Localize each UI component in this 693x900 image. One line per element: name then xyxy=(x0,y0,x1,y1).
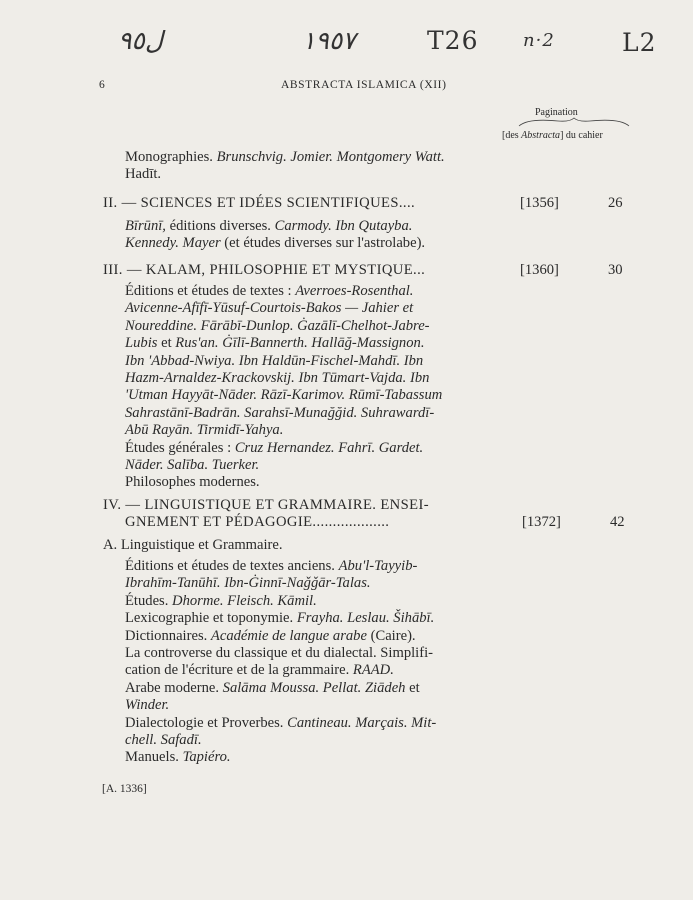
handwritten-note-year: ١٩٥٧ xyxy=(302,26,356,55)
handwritten-note-a: ل٩٥ xyxy=(118,26,164,55)
section-iv-subheading: A. Linguistique et Grammaire. xyxy=(103,537,283,553)
handwritten-note-t26: T26 xyxy=(427,26,479,55)
section-iv-title-line2: GNEMENT ET PÉDAGOGIE................... xyxy=(125,514,390,530)
section-ii-body: Bīrūnī, éditions diverses. Carmody. Ibn Qutayba. Kennedy. Mayer (et études diverses sur l'astrolabe). xyxy=(125,218,426,252)
pagination-subheader: [des Abstracta] du cahier xyxy=(502,130,603,141)
page-number: 6 xyxy=(99,79,106,91)
section-iv-page: 42 xyxy=(610,514,625,530)
section-ii-page: 26 xyxy=(608,195,623,211)
pagination-title: Pagination xyxy=(535,107,578,118)
section-iii-title: III. — KALAM, PHILOSOPHIE ET MYSTIQUE... xyxy=(103,262,426,278)
handwritten-note-n2: n·2 xyxy=(523,30,555,51)
section-ii-title: II. — SCIENCES ET IDÉES SCIENTIFIQUES.... xyxy=(103,195,416,211)
section-ii-ref: [1356] xyxy=(520,195,559,211)
section-iii-page: 30 xyxy=(608,262,623,278)
section-iv-title-line1: IV. — LINGUISTIQUE ET GRAMMAIRE. ENSEI- xyxy=(103,497,429,513)
intro-block: Monographies. Brunschvig. Jomier. Montgomery Watt. Hadīt. xyxy=(125,149,445,183)
pagination-brace xyxy=(518,117,630,127)
section-iv-ref: [1372] xyxy=(522,514,561,530)
handwritten-note-l2: L2 xyxy=(622,28,657,57)
section-iv-body: Éditions et études de textes anciens. Abu'l-Tayyib- Ibrahīm-Tanūhī. Ibn-Ġinnī-Naǧǧār-Talas. Études. Dhorme. Fleisch. Kāmil. Lexicographie et toponymie. Frayha. Leslau. Šihābī. Dictionnaires. Académie de langue arabe (Caire). La controverse du classique et du dialectal. Simplifi- cation de l'écriture et de la grammaire. RAAD. Arabe moderne. Salāma Moussa. Pellat. Ziādeh et Winder. Dialectologie et Proverbes. Cantineau. Marçais. Mit- chell. Safadī. Manuels. Tapiéro. xyxy=(125,558,437,766)
section-iii-body: Éditions et études de textes : Averroes-Rosenthal. Avicenne-Afīfī-Yūsuf-Courtois-Bakos — Jahier et Noureddine. Fārābī-Dunlop. Ġazālī-Chelhot-Jabre- Lubis et Rus'an. Ġīlī-Bannerth. Hallāğ-Massignon. Ibn 'Abbad-Nwiya. Ibn Haldūn-Fischel-Mahdī. Ibn Hazm-Arnaldez-Krackovskij. Ibn Tūmart-Vajda. Ibn 'Utman Hayyāt-Nāder. Rāzī-Karimov. Rūmī-Tabassum Sahrastānī-Badrān. Sarahsī-Munağğid. Suhrawardī- Abū Rayān. Tirmidī-Yahya. Études générales : Cruz Hernandez. Fahrī. Gardet. Nāder. Salība. Tuerker. Philosophes modernes. xyxy=(125,283,443,491)
section-iii-ref: [1360] xyxy=(520,262,559,278)
running-title: ABSTRACTA ISLAMICA (XII) xyxy=(281,79,447,91)
footer-code: [A. 1336] xyxy=(102,783,147,795)
